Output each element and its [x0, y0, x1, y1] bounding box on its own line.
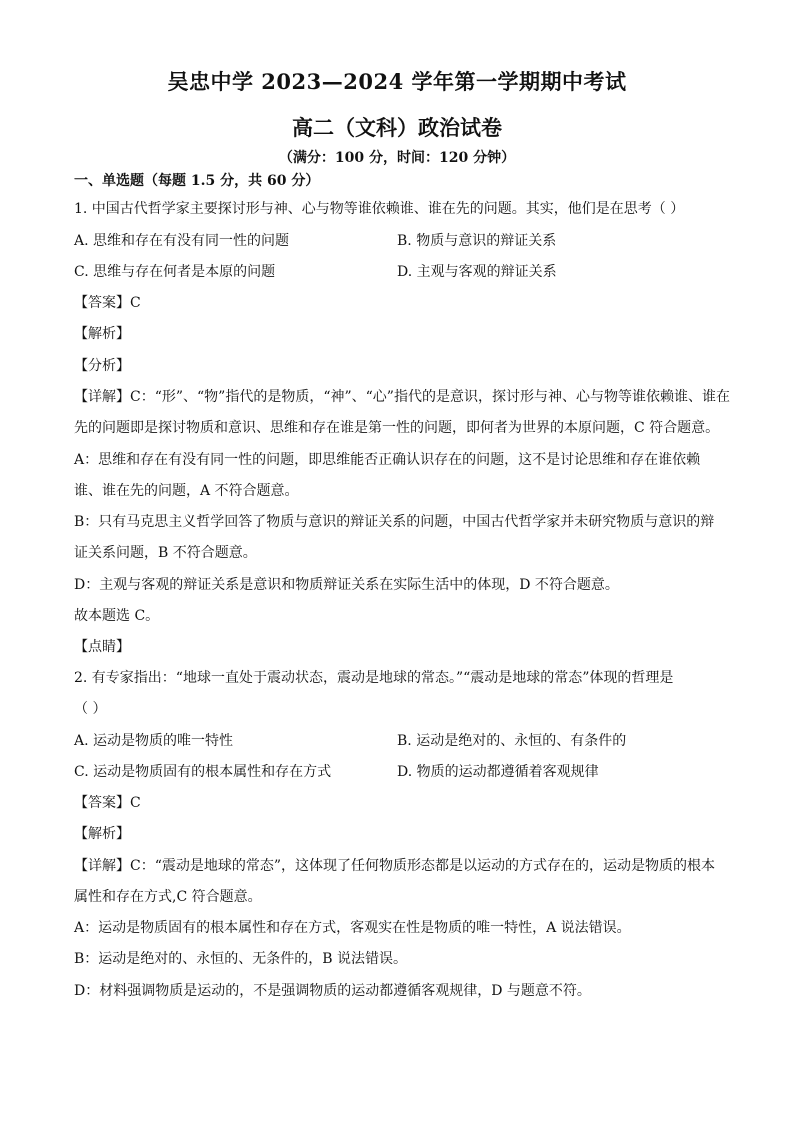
- q1-explain-b-line2: 证关系问题，B 不符合题意。: [74, 545, 257, 561]
- q1-answer: 【答案】C: [74, 295, 141, 311]
- q1-explain-b-line1: B：只有马克思主义哲学回答了物质与意识的辩证关系的问题，中国古代哲学家并未研究物质与意识的辩: [74, 514, 715, 530]
- exam-meta: （满分：100 分，时间：120 分钟）: [278, 150, 516, 166]
- section-heading: 一、单选题（每题 1.5 分，共 60 分）: [74, 173, 320, 189]
- q1-option-d: D. 主观与客观的辩证关系: [397, 264, 557, 280]
- q2-stem-line2: （ ）: [74, 701, 107, 717]
- exam-subtitle: 高二（文科）政治试卷: [292, 115, 502, 140]
- q1-explain-a-line1: A：思维和存在有没有同一性的问题，即思维能否正确认识存在的问题，这不是讨论思维和存在谁依赖: [74, 452, 701, 468]
- q1-explain-a-line2: 谁、谁在先的问题，A 不符合题意。: [74, 483, 299, 499]
- q2-explain-d: D：材料强调物质是运动的，不是强调物质的运动都遵循客观规律，D 与题意不符。: [74, 983, 591, 999]
- q2-option-a: A. 运动是物质的唯一特性: [74, 733, 234, 749]
- q1-option-a: A. 思维和存在有没有同一性的问题: [74, 233, 290, 249]
- q1-option-c: C. 思维与存在何者是本原的问题: [74, 264, 276, 280]
- q2-explain-a: A：运动是物质固有的根本属性和存在方式，客观实在性是物质的唯一特性，A 说法错误。: [74, 920, 631, 936]
- q2-option-c: C. 运动是物质固有的根本属性和存在方式: [74, 764, 332, 780]
- q2-option-b: B. 运动是绝对的、永恒的、有条件的: [397, 733, 627, 749]
- q2-detail-line1: 【详解】C：“震动是地球的常态”，这体现了任何物质形态都是以运动的方式存在的，运动是物质的根本: [74, 858, 716, 874]
- q1-option-b: B. 物质与意识的辩证关系: [397, 233, 557, 249]
- q1-dianjing-label: 【点睛】: [74, 639, 130, 655]
- q1-stem: 1. 中国古代哲学家主要探讨形与神、心与物等谁依赖谁、谁在先的问题。其实，他们是在思考（ ）: [74, 201, 685, 217]
- q2-analysis-label: 【解析】: [74, 826, 130, 842]
- q1-fenxi-label: 【分析】: [74, 358, 130, 374]
- q2-option-d: D. 物质的运动都遵循着客观规律: [397, 764, 599, 780]
- q1-conclusion: 故本题选 C。: [74, 608, 160, 624]
- q2-stem-line1: 2. 有专家指出：“地球一直处于震动状态，震动是地球的常态。”“震动是地球的常态”体现的哲理是: [74, 670, 674, 686]
- q2-answer: 【答案】C: [74, 795, 141, 811]
- q2-detail-line2: 属性和存在方式,C 符合题意。: [74, 889, 262, 905]
- q2-explain-b: B：运动是绝对的、永恒的、无条件的，B 说法错误。: [74, 951, 408, 967]
- q1-detail-line1: 【详解】C：“形”、“物”指代的是物质，“神”、“心”指代的是意识，探讨形与神、心与物等谁依赖谁、谁在: [74, 389, 730, 405]
- q1-analysis-label: 【解析】: [74, 326, 130, 342]
- exam-title: 吴忠中学 2023—2024 学年第一学期期中考试: [167, 69, 627, 94]
- q1-explain-d: D：主观与客观的辩证关系是意识和物质辩证关系在实际生活中的体现，D 不符合题意。: [74, 577, 619, 593]
- q1-detail-line2: 先的问题即是探讨物质和意识、思维和存在谁是第一性的问题，即何者为世界的本原问题，C 符合题意。: [74, 420, 720, 436]
